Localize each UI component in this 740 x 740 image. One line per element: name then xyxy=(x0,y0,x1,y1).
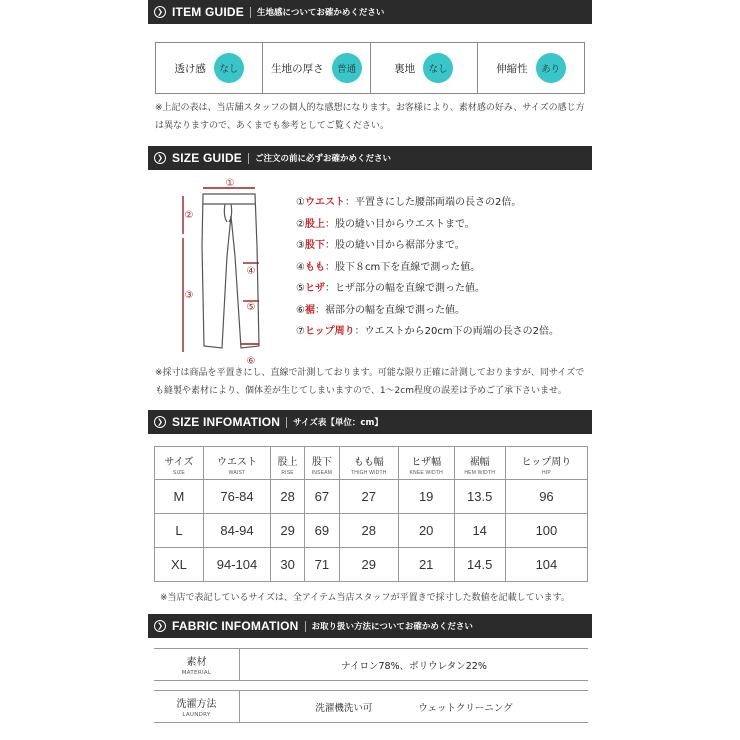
table-cell: 14.5 xyxy=(454,548,505,582)
legend-item: ⑤ヒザ：ヒザ部分の幅を直線で測った値。 xyxy=(296,283,485,294)
marker-1: ① xyxy=(225,178,235,189)
chevron-right-icon: ❯ xyxy=(154,416,166,428)
table-cell: 29 xyxy=(339,548,398,582)
item-guide-cell xyxy=(371,43,478,93)
laundry-row xyxy=(154,690,588,723)
item-guide-cell xyxy=(478,43,584,93)
size-guide-header xyxy=(148,146,592,170)
column-header: 股下 INSEAM xyxy=(305,447,340,480)
column-header: 裾幅 HEM WIDTH xyxy=(454,447,505,480)
table-cell: 29 xyxy=(271,514,305,548)
table-cell: 71 xyxy=(305,548,340,582)
item-guide-subtitle: 生地感についてお確かめください xyxy=(257,8,385,18)
material-label-cell xyxy=(154,649,240,680)
column-header: 股上 RISE xyxy=(271,447,305,480)
note-line: ※採寸は商品を平置きにし、直線で計測しております。可能な限り正確に計測しておりますが、同サイズで xyxy=(155,368,585,378)
size-guide-subtitle: ご注文の前に必ずお確かめください xyxy=(255,154,392,164)
size-info-subtitle: サイズ表【単位：cm】 xyxy=(293,418,383,428)
item-guide-title: ITEM GUIDE xyxy=(172,5,245,19)
table-cell: 28 xyxy=(271,480,305,514)
material-value: ナイロン78%、ポリウレタン22% xyxy=(341,660,487,672)
item-guide-cell xyxy=(156,43,263,93)
laundry-value xyxy=(240,700,588,714)
table-cell: XL xyxy=(155,548,204,582)
marker-4: ④ xyxy=(246,266,256,277)
table-cell: 100 xyxy=(505,514,587,548)
column-header: ヒップ周り HIP xyxy=(505,447,587,480)
table-row xyxy=(155,514,588,548)
item-guide-label: 裏地 xyxy=(394,62,416,75)
size-guide-title: SIZE GUIDE xyxy=(172,151,243,165)
table-cell: 96 xyxy=(505,480,587,514)
laundry-value-2: ウェットクリーニング xyxy=(418,702,513,714)
marker-5: ⑤ xyxy=(246,302,256,313)
table-cell: 67 xyxy=(305,480,340,514)
fabric-info-header xyxy=(148,614,592,638)
divider xyxy=(305,621,306,632)
table-cell: 28 xyxy=(339,514,398,548)
divider xyxy=(248,153,249,164)
legend-item: ①ウエスト：平置きにした腰部両端の長さの2倍。 xyxy=(296,197,522,208)
size-info-note: ※当店で表記しているサイズは、全アイテム当店スタッフが平置きで採寸した数値を記載しています。 xyxy=(160,593,570,603)
column-header: ウエスト WAIST xyxy=(203,447,270,480)
legend-item: ④もも：股下８cm下を直線で測った値。 xyxy=(296,261,481,273)
table-cell: 104 xyxy=(505,548,587,582)
marker-2: ② xyxy=(184,210,194,221)
table-cell: 19 xyxy=(398,480,454,514)
table-cell: 30 xyxy=(271,548,305,582)
table-cell: 20 xyxy=(398,514,454,548)
fabric-info-title: FABRIC INFOMATION xyxy=(172,619,299,633)
marker-6: ⑥ xyxy=(246,356,256,366)
table-cell: 27 xyxy=(339,480,398,514)
table-row xyxy=(155,480,588,514)
note-line: も縫製や素材により、個体差が生じてしまいますので、1〜2cm程度の誤差は予めご了承下さいませ。 xyxy=(155,386,567,396)
table-cell: 14 xyxy=(454,514,505,548)
item-guide-label: 透け感 xyxy=(174,62,206,75)
table-cell: 13.5 xyxy=(454,480,505,514)
item-guide-badge: あり xyxy=(536,53,566,83)
chevron-right-icon: ❯ xyxy=(154,620,166,632)
item-guide-cell xyxy=(263,43,370,93)
item-guide-badge: 普通 xyxy=(332,53,362,83)
laundry-value-1: 洗濯機洗い可 xyxy=(315,702,373,714)
item-guide-label: 生地の厚さ xyxy=(271,62,324,75)
divider xyxy=(286,417,287,428)
laundry-label-en: LAUNDRY xyxy=(182,712,211,718)
table-cell: 69 xyxy=(305,514,340,548)
size-info-header xyxy=(148,410,592,434)
table-cell: 84-94 xyxy=(203,514,270,548)
column-header: もも幅 THIGH WIDTH xyxy=(339,447,398,480)
column-header: サイズ SIZE xyxy=(155,447,204,480)
item-guide-table xyxy=(155,42,585,94)
table-cell: 21 xyxy=(398,548,454,582)
laundry-label-cell xyxy=(154,691,240,722)
divider xyxy=(250,7,251,18)
chevron-right-icon: ❯ xyxy=(154,152,166,164)
legend-item: ⑦ヒップ周り：ウエストから20cm下の両端の長さの2倍。 xyxy=(296,326,559,337)
item-guide-label: 伸縮性 xyxy=(496,62,528,75)
legend-item: ⑥裾：裾部分の幅を直線で測った値。 xyxy=(296,304,465,316)
table-cell: M xyxy=(155,480,204,514)
drawstring xyxy=(224,204,231,222)
legend-item: ③股下：股の縫い目から裾部分まで。 xyxy=(296,240,465,251)
table-cell: 94-104 xyxy=(203,548,270,582)
table-cell: L xyxy=(155,514,204,548)
item-guide-header xyxy=(148,0,592,24)
column-header: ヒザ幅 KNEE WIDTH xyxy=(398,447,454,480)
size-guide-note xyxy=(155,364,595,400)
item-guide-badge: なし xyxy=(423,53,453,83)
note-line: は異なりますので、あくまでも参考としてご覧ください。 xyxy=(155,121,389,131)
size-info-title: SIZE INFOMATION xyxy=(172,415,281,429)
fabric-info-subtitle: お取り扱い方法についてお確かめください xyxy=(311,622,473,632)
marker-3: ③ xyxy=(184,290,194,301)
laundry-label: 洗濯方法 xyxy=(176,699,217,710)
legend-item: ②股上：股の縫い目からウエストまで。 xyxy=(296,218,475,230)
pants-diagram xyxy=(175,176,275,366)
note-line: ※上記の表は、当店舗スタッフの個人的な感想になります。お客様により、素材感の好み、サイズの感じ方 xyxy=(155,103,585,113)
table-cell: 76-84 xyxy=(203,480,270,514)
material-row xyxy=(154,648,588,681)
chevron-right-icon: ❯ xyxy=(154,6,166,18)
material-label-en: MATERIAL xyxy=(181,670,212,676)
table-header-row xyxy=(155,447,588,480)
size-table xyxy=(154,446,588,582)
table-row xyxy=(155,548,588,582)
item-guide-badge: なし xyxy=(214,53,244,83)
size-guide-legend xyxy=(296,192,559,343)
material-label: 素材 xyxy=(186,657,207,668)
item-guide-note xyxy=(155,99,595,135)
